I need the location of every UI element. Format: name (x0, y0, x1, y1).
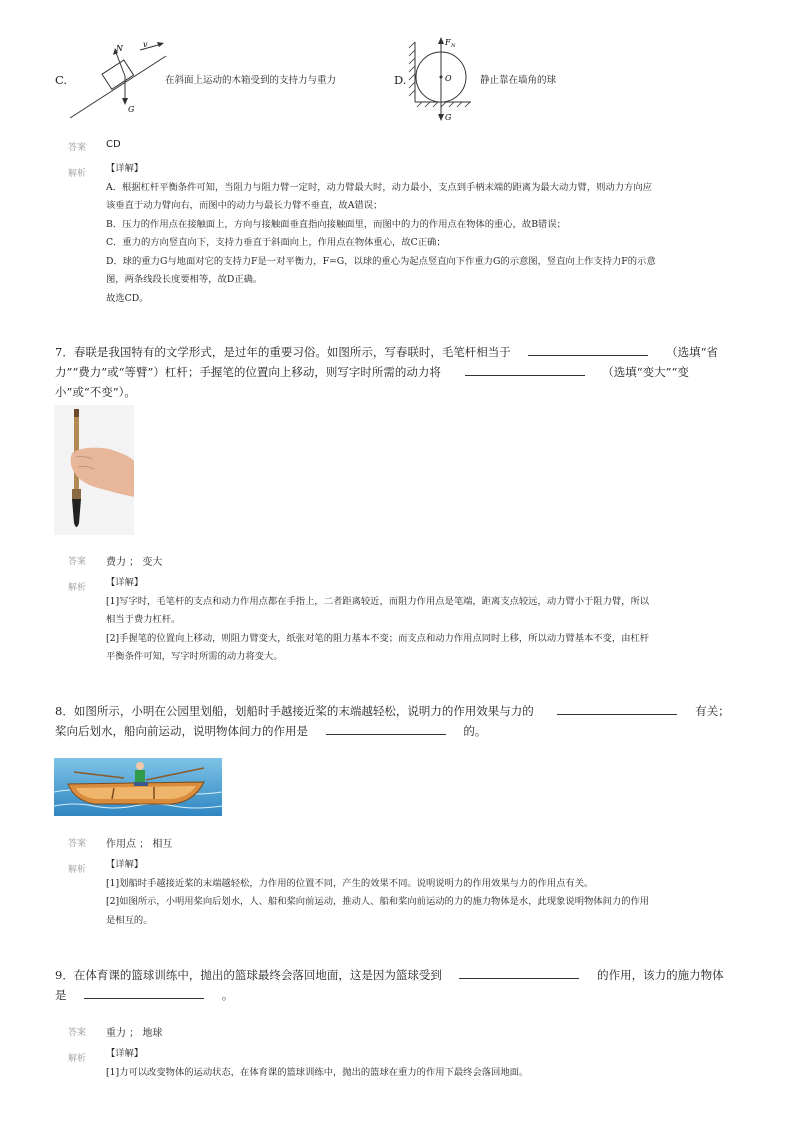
answer-text: 费力 ； 变大 (106, 557, 163, 568)
explain-line: [2]如图所示，小明用桨向后划水，人、船和桨向前运动，推动人、船和桨向前运动的力的施力物体是水，此现象说明物体间力的作用 (106, 896, 650, 907)
q7-text: （选填“省 (666, 345, 719, 359)
rowing-boat-image (54, 758, 222, 816)
answer-text: 作用点 ； 相互 (106, 839, 173, 850)
answer-label: 答案 (68, 839, 87, 849)
explain-line: 【详解】 (106, 163, 144, 174)
explanation (106, 856, 746, 930)
option-d-caption: 静止靠在墙角的球 (480, 75, 557, 86)
answer-blank[interactable] (528, 343, 648, 356)
answer-label: 答案 (68, 143, 87, 153)
center-o-label: O (445, 74, 452, 83)
q8-text: 的。 (463, 724, 487, 738)
velocity-label: v (143, 40, 148, 49)
explain-label: 解析 (68, 1054, 87, 1064)
support-force-subscript: N (451, 43, 456, 49)
gravity-label: G (128, 105, 135, 114)
option-d-letter: D. (394, 73, 407, 87)
answer-blank[interactable] (557, 702, 677, 715)
explain-label: 解析 (68, 169, 87, 179)
explain-line: 平衡条件可知，写字时所需的动力将变大。 (106, 651, 283, 662)
answer-label: 答案 (68, 1028, 87, 1038)
explanation (106, 1045, 746, 1082)
question-9 (55, 965, 755, 1005)
explain-line: D．球的重力G与地面对它的支持力F是一对平衡力，F=G，以球的重心为起点竖直向下作重力G的示意图，竖直向上作支持力F的示意 (106, 255, 656, 267)
option-c-letter: C. (55, 73, 68, 87)
answer-text: 重力 ； 地球 (106, 1028, 163, 1039)
answer-blank[interactable] (465, 363, 585, 376)
explain-line: 【详解】 (106, 577, 144, 588)
explain-line: B．压力的作用点在接触面上，方向与接触面垂直指向接触面里，而图中的力的作用点在物体的重心，故B错误； (106, 218, 566, 230)
q9-text: 是 (55, 988, 67, 1002)
explain-line: 图，两条线段长度要相等，故D正确。 (106, 274, 263, 285)
explain-line: [2]手握笔的位置向上移动，则阻力臂变大，纸张对笔的阻力基本不变；而支点和动力作用点同时上移，所以动力臂基本不变，由杠杆 (106, 632, 650, 644)
q7-text: （选填“变大”“变 (602, 365, 689, 379)
q9-text: 。 (221, 988, 234, 1002)
explain-line: A．根据杠杆平衡条件可知，当阻力与阻力臂一定时，动力臂最大时，动力最小，支点到手柄末端的距离为最大动力臂，则动力方向应 (106, 181, 652, 193)
q8-text: 有关； (695, 704, 730, 718)
q7-text: 小”或“不变”）。 (55, 385, 136, 399)
explain-line: 该垂直于动力臂向右，而图中的动力与最长力臂不垂直，故A错误； (106, 200, 383, 211)
q9-text: 的作用，该力的施力物体 (597, 968, 724, 982)
question-7 (55, 342, 755, 402)
explanation (106, 160, 746, 308)
q7-text: 力”“费力”或“等臂”）杠杆；手握笔的位置向上移动，则写字时所需的动力将 (55, 365, 441, 379)
explain-line: 【详解】 (106, 1048, 144, 1059)
q7-text: 7．春联是我国特有的文学形式，是过年的重要习俗。如图所示，写春联时，毛笔杆相当于 (55, 345, 511, 359)
answer-text: CD (106, 139, 121, 150)
ball-corner-diagram (405, 36, 475, 124)
q9-text: 9．在体育课的篮球训练中，抛出的篮球最终会落回地面，这是因为篮球受到 (55, 968, 442, 982)
q8-text: 桨向后划水，船向前运动，说明物体间力的作用是 (55, 724, 308, 738)
explain-line: 故选CD。 (106, 292, 149, 304)
explain-line: 相当于费力杠杆。 (106, 614, 181, 625)
brush-hand-image (54, 405, 134, 535)
explanation (106, 574, 746, 667)
gravity-label: G (445, 113, 452, 122)
answer-blank[interactable] (84, 986, 204, 999)
answer-label: 答案 (68, 557, 87, 567)
answer-blank[interactable] (326, 722, 446, 735)
explain-label: 解析 (68, 583, 87, 593)
explain-line: 【详解】 (106, 859, 144, 870)
q8-text: 8．如图所示，小明在公园里划船，划船时手越接近桨的末端越轻松，说明力的作用效果与力的 (55, 704, 534, 718)
explain-line: [1]写字时，毛笔杆的支点和动力作用点都在手指上，二者距离较近，而阻力作用点是笔端，距离支点较远，动力臂小于阻力臂，所以 (106, 595, 650, 607)
explain-line: [1]划船时手越接近桨的末端越轻松，力作用的位置不同，产生的效果不同。说明说明力的作用效果与力的作用点有关。 (106, 877, 594, 889)
force-n-label: N (116, 44, 123, 53)
explain-line: [1]力可以改变物体的运动状态，在体育课的篮球训练中，抛出的篮球在重力的作用下最终会落回地面。 (106, 1066, 529, 1078)
explain-line: 是相互的。 (106, 914, 153, 926)
support-force-label: F (445, 38, 451, 47)
incline-box-diagram (68, 38, 168, 123)
explain-label: 解析 (68, 865, 87, 875)
explain-line: C．重力的方向竖直向下，支持力垂直于斜面向上，作用点在物体重心，故C正确； (106, 237, 446, 248)
question-8 (55, 701, 755, 741)
answer-blank[interactable] (459, 966, 579, 979)
option-c-caption: 在斜面上运动的木箱受到的支持力与重力 (165, 75, 337, 86)
